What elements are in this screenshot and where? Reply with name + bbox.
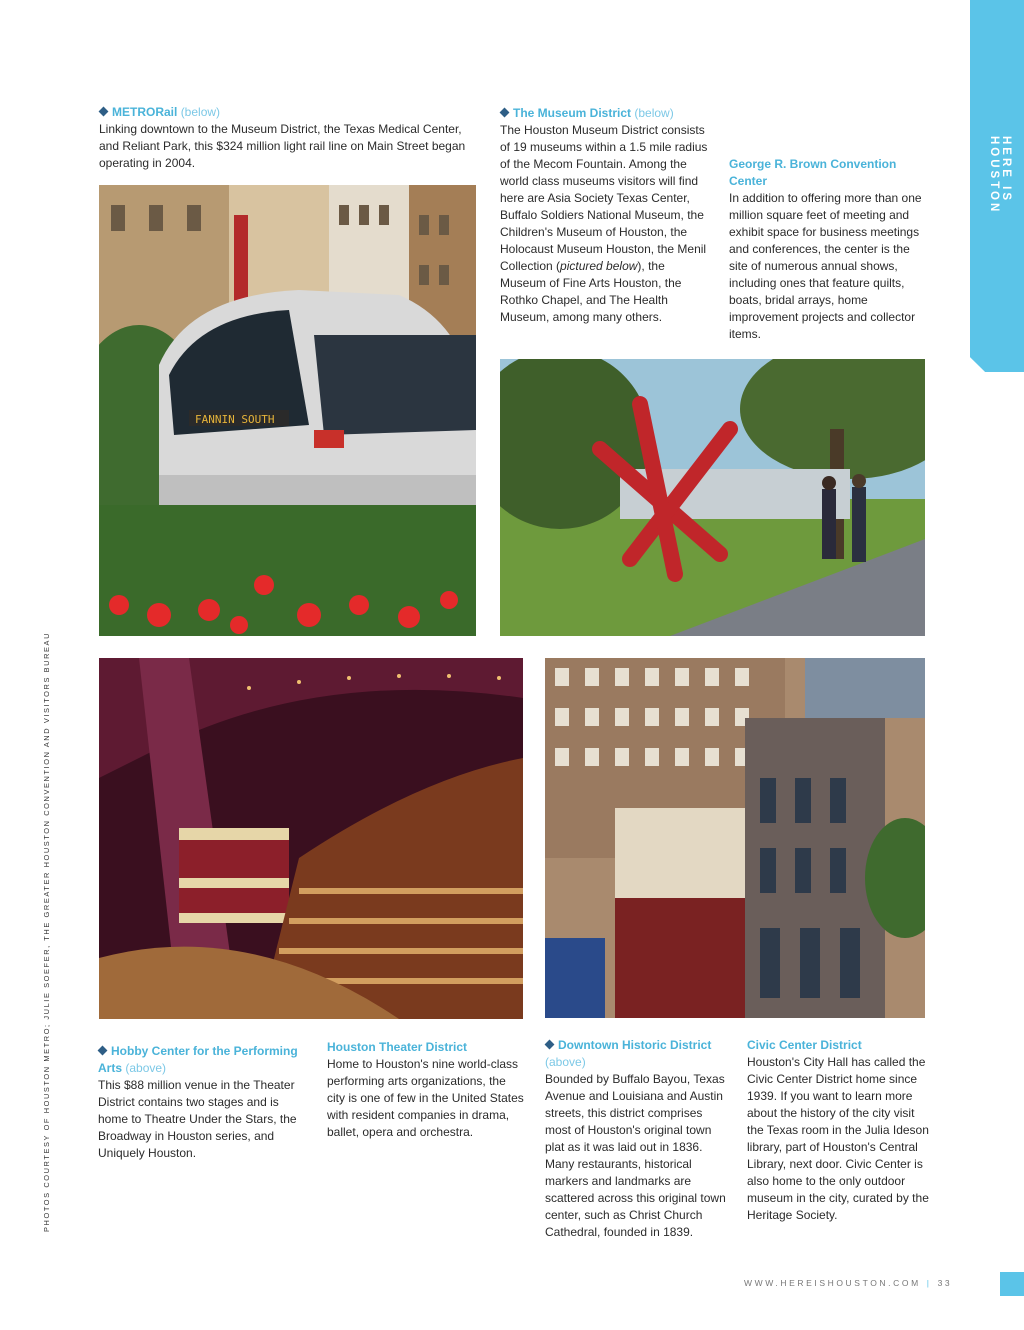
theater-body: Home to Houston's nine world-class performing arts organizations, the city is one of few in the United States with resident companies in drama, ballet, opera and orchestra. xyxy=(327,1057,524,1139)
page-tab xyxy=(1000,1272,1024,1296)
theater-section xyxy=(327,1039,527,1141)
theater-title: Houston Theater District xyxy=(327,1040,468,1054)
historic-body: Bounded by Buffalo Bayou, Texas Avenue and Louisiana and Austin streets, this district comprises most of Houston's original town plat as it was laid out in 1836. Many restaurants, historical markers and landmarks are scattered across this original town center, such as Christ Church Cathedral, founded in 1839. xyxy=(545,1072,726,1239)
hobby-section xyxy=(98,1043,308,1162)
metrorail-title: METRORail (below) xyxy=(99,104,484,121)
hobby-body: This $88 million venue in the Theater District contains two stages and is home to Theatre Under the Stars, the Broadway in Houston series, and Uniquely Houston. xyxy=(98,1078,297,1160)
civic-title: Civic Center District xyxy=(747,1038,862,1052)
metrorail-photo xyxy=(99,185,476,636)
photo-credit: PHOTOS COURTESY OF HOUSTON METRO; JULIE SOEFER, THE GREATER HOUSTON CONVENTION AND VISITORS BUREAU xyxy=(42,631,51,1232)
museum-district-body: The Houston Museum District consists of 19 museums within a 1.5 mile radius of the Mecom Fountain. Among the world class museums visitors will find here are Asia Society Texas Center, Buffalo Soldiers National Museum, the Children's Museum of Houston, the Holocaust Museum Houston, the Menil Collection (pictured below), the Museum of Fine Arts Houston, the Rothko Chapel, and The Health Museum, among many others. xyxy=(500,123,708,324)
grb-body: In addition to offering more than one million square feet of meeting and exhibit space for business meetings and conferences, the center is the site of numerous annual shows, including ones that feature quilts, boats, bridal arrays, home improvement projects and collector items. xyxy=(729,191,922,341)
section-tab-label: HERE IS HOUSTON xyxy=(988,136,1012,215)
hobby-center-photo xyxy=(99,658,523,1019)
diamond-bullet-icon xyxy=(98,1046,108,1056)
historic-section xyxy=(545,1037,730,1241)
civic-body: Houston's City Hall has called the Civic Center District home since 1939. If you want to learn more about the history of the city visit the Texas room in the Julia Ideson library, part of Houston's Central Library, next door. Civic Center is also home to the only outdoor museum in the city, curated by the Heritage Society. xyxy=(747,1055,929,1222)
museum-district-title: The Museum District (below) xyxy=(500,105,710,122)
historic-district-photo xyxy=(545,658,925,1018)
civic-section xyxy=(747,1037,932,1224)
footer-separator: | xyxy=(926,1278,932,1288)
hobby-title: Hobby Center for the Performing Arts (above) xyxy=(98,1044,298,1075)
metrorail-section xyxy=(99,104,484,172)
historic-title: Downtown Historic District (above) xyxy=(545,1038,712,1069)
page-footer xyxy=(744,1278,952,1288)
page-number: 33 xyxy=(937,1278,953,1288)
svg-text:FANNIN SOUTH: FANNIN SOUTH xyxy=(195,413,275,426)
diamond-bullet-icon xyxy=(99,107,109,117)
grb-section xyxy=(729,156,929,343)
diamond-bullet-icon xyxy=(545,1040,555,1050)
grb-title: George R. Brown Convention Center xyxy=(729,157,897,188)
diamond-bullet-icon xyxy=(500,108,510,118)
metrorail-body: Linking downtown to the Museum District, the Texas Medical Center, and Reliant Park, this $324 million light rail line on Main Street began operating in 2004. xyxy=(99,122,466,170)
website-link[interactable]: WWW.HEREISHOUSTON.COM xyxy=(744,1278,921,1288)
museum-district-section xyxy=(500,105,710,326)
museum-district-photo xyxy=(500,359,925,636)
